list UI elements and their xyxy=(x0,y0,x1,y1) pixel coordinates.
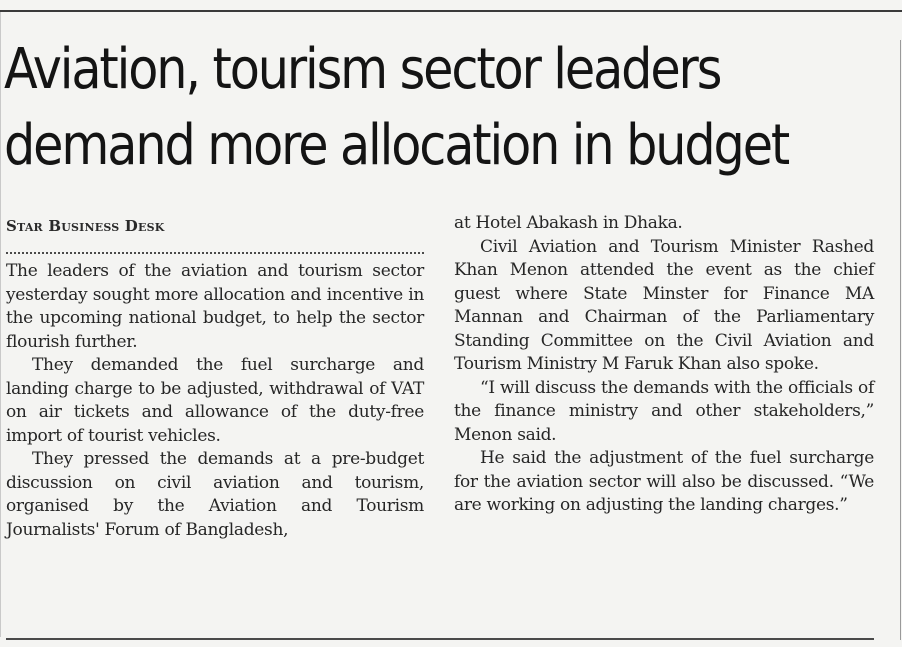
headline-line-1: Aviation, tourism sector leaders xyxy=(4,37,721,102)
headline xyxy=(4,32,787,184)
byline-dotted-rule xyxy=(6,252,424,254)
paragraph: at Hotel Abakash in Dhaka. xyxy=(454,213,683,233)
left-edge-rule xyxy=(0,12,1,637)
paragraph: They demanded the fuel surcharge and landing charge to be adjusted, withdrawal of VAT on air tickets and allowance of the duty-free import of tourist vehicles. xyxy=(6,355,424,446)
right-edge-rule xyxy=(900,40,901,640)
paragraph: Civil Aviation and Tourism Minister Rashed Khan Menon attended the event as the chief guest where State Minster for Finance MA Mannan and Chairman of the Parliamentary Standing Committee on the Civil Aviation and Tourism Ministry M Faruk Khan also spoke. xyxy=(454,236,874,374)
top-rule xyxy=(0,10,902,12)
paragraph: They pressed the demands at a pre-budget discussion on civil aviation and tourism, organised by the Aviation and Tourism Journalists' Forum of Bangladesh, xyxy=(6,449,424,540)
right-column xyxy=(454,212,874,518)
byline: Star Business Desk xyxy=(6,217,165,235)
paragraph: The leaders of the aviation and tourism sector yesterday sought more allocation and incentive in the upcoming national budget, to help the sector flourish further. xyxy=(6,261,424,352)
bottom-rule xyxy=(6,638,874,640)
paragraph: He said the adjustment of the fuel surcharge for the aviation sector will also be discussed. “We are working on adjusting the landing charges.” xyxy=(454,448,874,515)
left-column xyxy=(6,260,424,542)
paragraph: “I will discuss the demands with the officials of the finance ministry and other stakeholders,” Menon said. xyxy=(454,377,874,445)
headline-line-2: demand more allocation in budget xyxy=(4,113,789,178)
